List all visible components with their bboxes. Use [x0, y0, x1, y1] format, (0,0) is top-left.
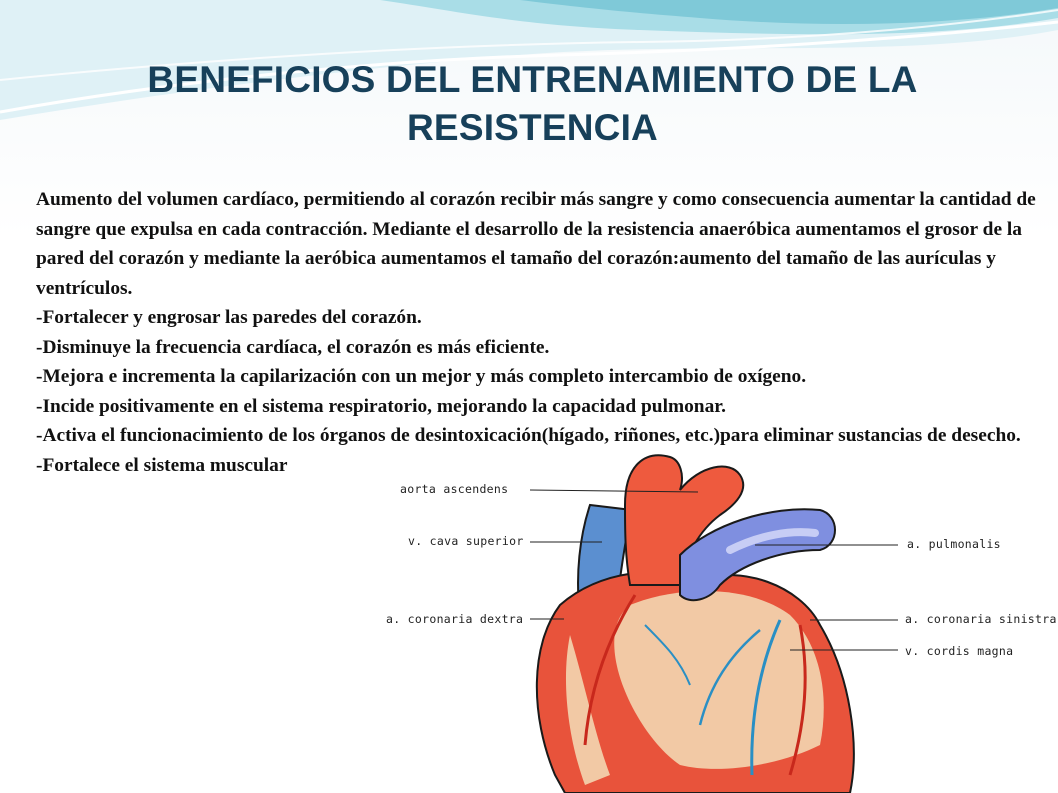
paragraph-intro: Aumento del volumen cardíaco, permitiendo al corazón recibir más sangre y como consecuencia aumentar la cantidad de sangre que expulsa en cada contracción. Mediante el desarrollo de la resistencia anaeróbica aumentamos el grosor de la pared del corazón y mediante la aeróbica aumentamos el tamaño del corazón:aumento del tamaño de las aurículas y ventrículos.	[36, 189, 1036, 299]
bullet-item: -Incide positivamente en el sistema respiratorio, mejorando la capacidad pulmonar.	[36, 395, 726, 417]
label-cordis-magna: v. cordis magna	[905, 644, 1014, 658]
label-pulmonalis: a. pulmonalis	[907, 537, 1001, 551]
bullet-item: -Activa el funcionacimiento de los órganos de desintoxicación(hígado, riñones, etc.)para eliminar sustancias de desecho.	[36, 425, 1021, 446]
label-coronaria-sinistra: a. coronaria sinistra	[905, 612, 1057, 626]
body-text	[36, 185, 1036, 480]
label-aorta: aorta ascendens	[400, 482, 509, 496]
label-cava-superior: v. cava superior	[408, 534, 524, 548]
bullet-item: -Fortalecer y engrosar las paredes del corazón.	[36, 307, 422, 328]
bullet-item: -Mejora e incrementa la capilarización con un mejor y más completo intercambio de oxígeno.	[36, 366, 807, 387]
label-coronaria-dextra: a. coronaria dextra	[386, 612, 524, 626]
bullet-item: -Fortalece el sistema muscular	[36, 454, 288, 476]
bullet-item: -Disminuye la frecuencia cardíaca, el corazón es más eficiente.	[36, 336, 550, 358]
heart-diagram	[380, 445, 1058, 793]
page-title: BENEFICIOS DEL ENTRENAMIENTO DE LA RESISTENCIA	[147, 59, 918, 148]
